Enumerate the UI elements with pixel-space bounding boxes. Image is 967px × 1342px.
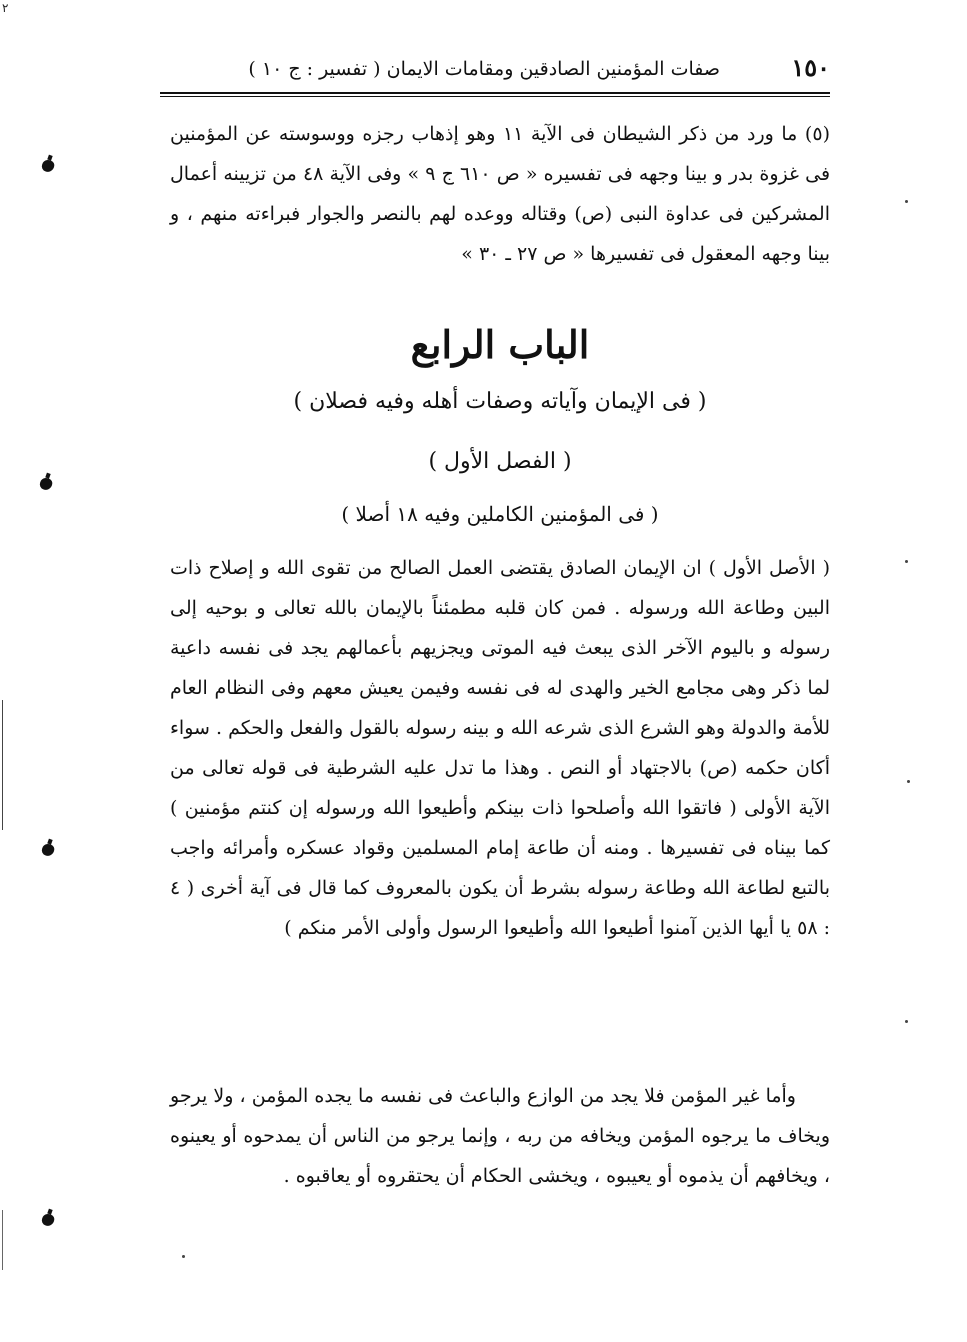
scan-edge-line: [2, 1210, 3, 1270]
scan-edge-line: [2, 700, 3, 830]
margin-blot-icon: [40, 1212, 55, 1227]
section-subtitle: ( فى المؤمنين الكاملين وفيه ١٨ أصلا ): [341, 502, 659, 526]
section-title: ( الفصل الأول ): [428, 449, 572, 474]
main-paragraph: ( الأصل الأول ) ان الإيمان الصادق يقتضى العمل الصالح من تقوى الله و إصلاح ذات البين وطاعة الله ورسوله . فمن كان قلبه مطمئناً بالإيمان بالله تعالى و بوحيه إلى رسوله و باليوم الآخر الذى يبعث فيه الموتى ويجزيهم بأعمالهم يجد فى نفسه داعية لما ذكر وهى مجامع الخير والهدى له فى نفسه وفيمن يعيش معهم وفى النظام العام للأمة والدولة وهو الشرع الذى شرعه الله و بينه رسوله بالقول والفعل والحكم . سواء أكان حكمه (ص) بالاجتهاد أو النص . وهذا ما تدل عليه الشرطية فى قوله تعالى من الآية الأولى ( فاتقوا الله وأصلحوا ذات بينكم وأطيعوا الله ورسوله إن كنتم مؤمنين ) كما بيناه فى تفسيرها . ومنه أن طاعة إمام المسلمين وقواد عسكره وأمرائه واجب بالتبع لطاعة الله وطاعة رسوله بشرط أن يكون بالمعروف كما قال فى آية أخرى ( ٤ : ٥٨ يا أيها الذين آمنوا أطيعوا الله وأطيعوا الرسول وأولى الأمر منكم ): [170, 557, 830, 939]
scan-speck: [905, 1020, 908, 1023]
margin-blot-icon: [38, 476, 53, 491]
scan-speck: [182, 1255, 185, 1258]
footnote-paragraph: (٥) ما ورد من ذكر الشيطان فى الآية ١١ وهو إذهاب رجزه ووسوسته عن المؤمنين فى غزوة بدر و بينا وجهه فى تفسيره « ص ٦١٠ ج ٩ » وفى الآية ٤٨ من تزيينه أعمال المشركين فى عداوة النبى (ص) وقتاله ووعده لهم بالنصر والجوار فبراءته منهم ، و بينا وجهه المعقول فى تفسيرها « ص ٢٧ ـ ٣٠ »: [170, 123, 831, 265]
corner-mark: ٢: [2, 1, 9, 15]
chapter-title: الباب الرابع: [410, 322, 590, 367]
chapter-subtitle: ( فى الإيمان وآياته وصفات أهله وفيه فصلان ): [293, 389, 707, 414]
margin-blot-icon: [40, 842, 55, 857]
page-header: [160, 46, 830, 94]
running-title: صفات المؤمنين الصادقين ومقامات الايمان ( تفسير : ج ١٠ ): [248, 58, 720, 80]
page-number: ١٥٠: [791, 53, 830, 82]
scan-speck: [905, 200, 908, 203]
scan-speck: [907, 780, 910, 783]
header-rule: [160, 92, 830, 94]
scan-speck: [905, 560, 908, 563]
margin-blot-icon: [40, 158, 55, 173]
second-paragraph: وأما غير المؤمن فلا يجد من الوازع والباعث فى نفسه ما يجده المؤمن ، ولا يرجو ويخاف ما يرجوه المؤمن ويخافه من ربه ، وإنما يرجو من الناس أن يمدحوه أو يعينوه ، ويخافهم أن يذموه أو يعيبوه ، ويخشى الحكام أن يحتقروه أو يعاقبوه .: [170, 1085, 830, 1187]
header-rule-thin: [160, 96, 830, 97]
